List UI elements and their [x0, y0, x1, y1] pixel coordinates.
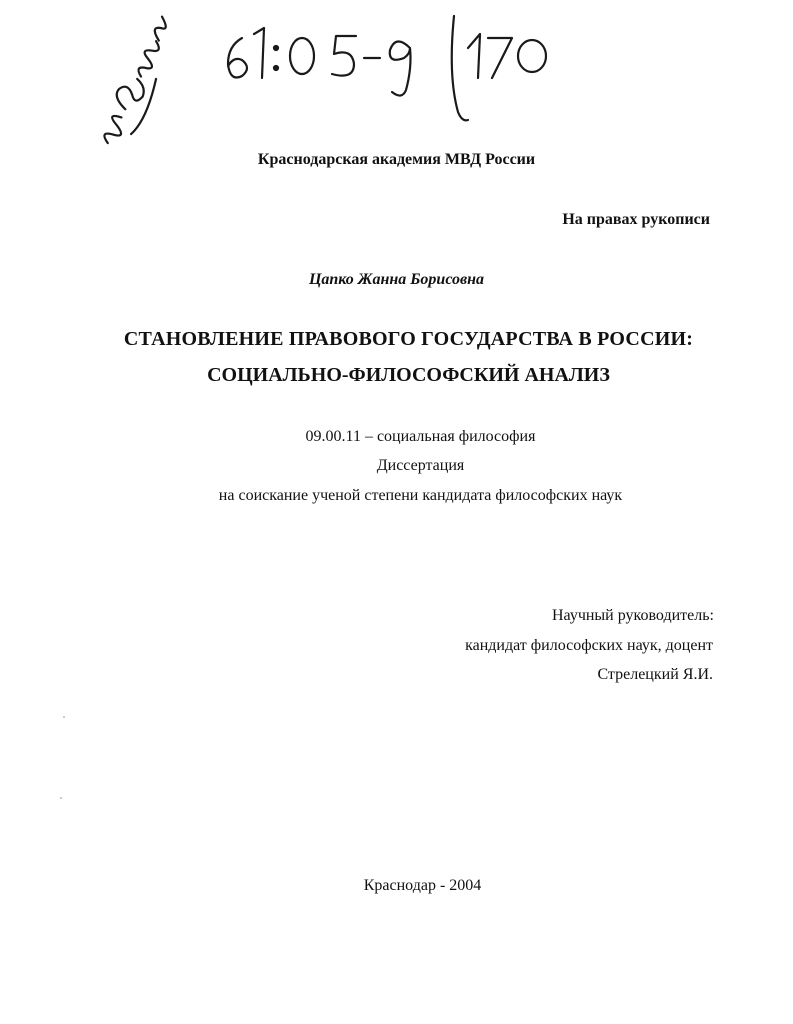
title-line-2: СОЦИАЛЬНО-ФИЛОСОФСКИЙ АНАЛИЗ — [207, 364, 610, 386]
supervisor-name: Стрелецкий Я.И. — [597, 666, 713, 683]
title-line-1: СТАНОВЛЕНИЕ ПРАВОВОГО ГОСУДАРСТВА В РОССИИ: — [123, 328, 694, 350]
handwritten-signature — [90, 17, 194, 152]
supervisor-rank: кандидат философских наук, доцент — [465, 637, 713, 654]
rights-note: На правах рукописи — [562, 211, 710, 228]
scan-speck — [60, 797, 62, 799]
document-type: Диссертация — [376, 457, 465, 474]
author-name: Цапко Жанна Борисовна — [308, 271, 485, 288]
scan-speck — [63, 716, 65, 718]
specialty-code: 09.00.11 – социальная философия — [305, 428, 536, 445]
supervisor-label: Научный руководитель: — [551, 607, 714, 624]
city-year: Краснодар - 2004 — [363, 877, 482, 894]
institution-name: Краснодарская академия МВД России — [257, 151, 536, 168]
degree-line: на соискание ученой степени кандидата философских наук — [218, 487, 623, 504]
handwritten-catalog-code — [70, 8, 590, 158]
